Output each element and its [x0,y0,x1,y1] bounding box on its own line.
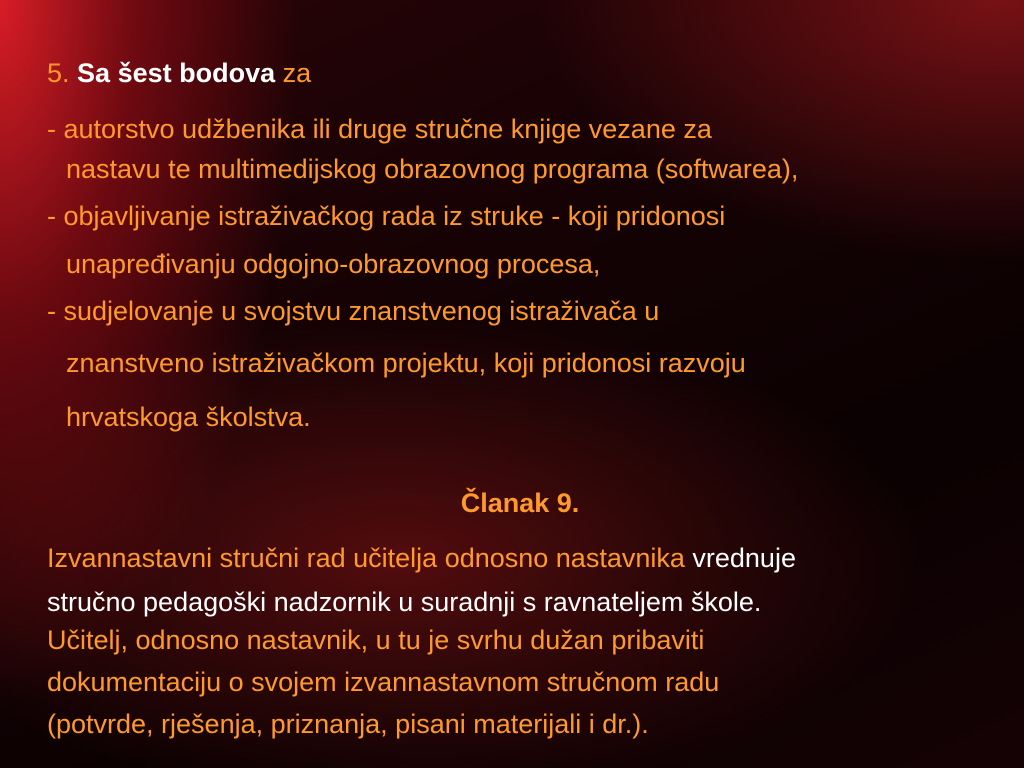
article-paragraph-line-1 [47,542,796,574]
item-3-line-3: hrvatskoga školstva. [66,402,311,432]
section-title-suffix: za [282,58,312,88]
item-2-line-1: - objavljivanje istraživačkog rada iz struke - koji pridonosi [47,201,726,231]
article-heading: Članak 9. [460,488,580,518]
article-paragraph-line-5: (potvrde, rješenja, priznanja, pisani materijali i dr.). [47,709,649,739]
paragraph-line-1-orange: Izvannastavni stručni rad učitelja odnosno nastavnika [47,543,685,573]
section-5-title [47,57,311,89]
item-1-line-1: - autorstvo udžbenika ili druge stručne knjige vezane za [47,114,712,144]
item-1-line-2: nastavu te multimedijskog obrazovnog programa (softwarea), [66,154,799,184]
item-2-line-2: unapređivanju odgojno-obrazovnog procesa, [66,249,601,279]
section-number: 5. [47,58,70,88]
article-paragraph-line-2: stručno pedagoški nadzornik u suradnji s ravnateljem škole. [47,587,762,617]
article-paragraph-line-4: dokumentaciju o svojem izvannastavnom stručnom radu [47,667,720,697]
item-3-line-2: znanstveno istraživačkom projektu, koji pridonosi razvoju [66,348,746,378]
section-title: Sa šest bodova [77,58,276,88]
item-3-line-1: - sudjelovanje u svojstvu znanstvenog istraživača u [47,296,660,326]
paragraph-line-1-white: vrednuje [692,543,796,573]
article-paragraph-line-3: Učitelj, odnosno nastavnik, u tu je svrhu dužan pribaviti [47,625,705,655]
